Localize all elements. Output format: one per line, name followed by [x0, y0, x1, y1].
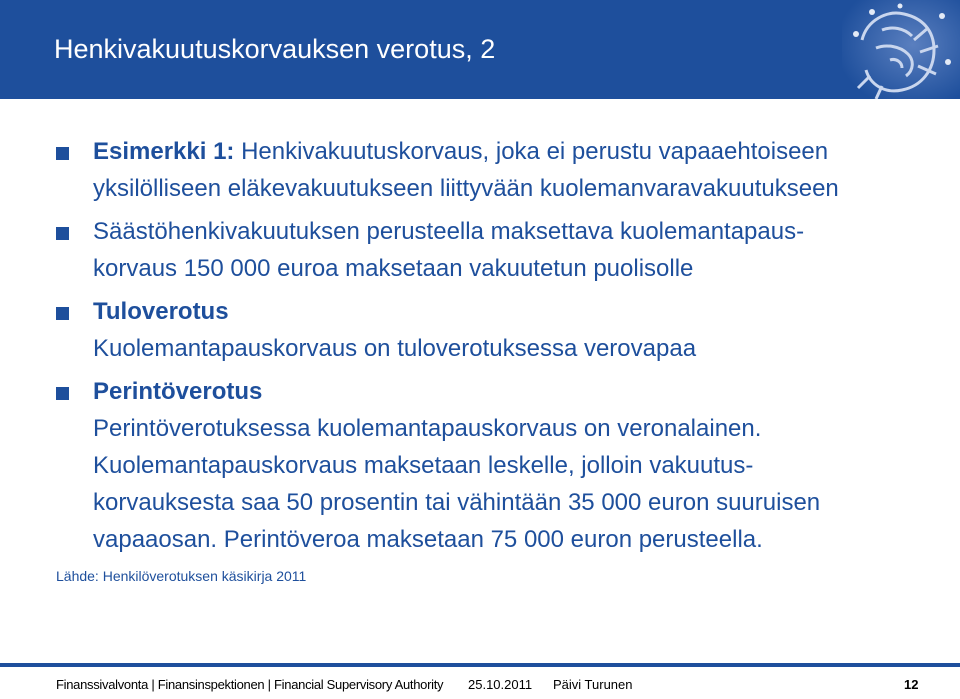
bullet-item: [56, 293, 936, 367]
bullet-line: [93, 250, 936, 287]
footer-organization: Finanssivalvonta | Finansinspektionen | Financial Supervisory Authority: [56, 677, 444, 692]
bullet-text: yksilölliseen eläkevakuutukseen liittyvään kuolemanvaravakuutukseen: [93, 175, 839, 202]
footer-date: 25.10.2011: [468, 677, 533, 692]
bullet-text: Kuolemantapauskorvaus maksetaan leskelle, jolloin vakuutus-: [93, 452, 754, 479]
bullet-line: [93, 330, 936, 367]
bullet-text: Säästöhenkivakuutuksen perusteella maksettava kuolemantapaus-: [93, 218, 805, 245]
source-note: Lähde: Henkilöverotuksen käsikirja 2011: [56, 568, 307, 584]
header-bar: [0, 0, 960, 99]
bullet-line: [93, 133, 936, 170]
square-bullet-icon: [56, 147, 69, 160]
slide-title: Henkivakuutuskorvauksen verotus, 2: [54, 34, 496, 64]
bullet-text: korvaus 150 000 euroa maksetaan vakuutetun puolisolle: [93, 255, 694, 282]
square-bullet-icon: [56, 387, 69, 400]
bullet-text: Henkivakuutuskorvaus, joka ei perustu vapaaehtoiseen: [234, 138, 829, 165]
page-number: 12: [904, 677, 919, 692]
bullet-item: [56, 373, 936, 558]
footer-author: Päivi Turunen: [553, 677, 633, 692]
bullet-line: [93, 410, 936, 447]
bullet-text: Kuolemantapauskorvaus on tuloverotuksessa verovapaa: [93, 335, 697, 362]
bullet-bold-text: Tuloverotus: [93, 298, 229, 325]
bullet-bold-text: Esimerkki 1:: [93, 138, 235, 165]
bullet-line: [93, 293, 936, 330]
bullet-line: [93, 373, 936, 410]
bullet-list: [56, 133, 936, 564]
bullet-item: [56, 133, 936, 207]
bullet-text: vapaaosan. Perintöveroa maksetaan 75 000 euron perusteella.: [93, 526, 763, 553]
bullet-line: [93, 170, 936, 207]
bullet-item: [56, 213, 936, 287]
footer-divider: [0, 663, 960, 667]
bullet-line: [93, 521, 936, 558]
square-bullet-icon: [56, 307, 69, 320]
lion-crest-icon: [842, 0, 960, 99]
bullet-line: [93, 447, 936, 484]
bullet-bold-text: Perintöverotus: [93, 378, 263, 405]
square-bullet-icon: [56, 227, 69, 240]
bullet-text: Perintöverotuksessa kuolemantapauskorvaus on veronalainen.: [93, 415, 762, 442]
bullet-text: korvauksesta saa 50 prosentin tai vähintään 35 000 euron suuruisen: [93, 489, 821, 516]
bullet-line: [93, 213, 936, 250]
bullet-line: [93, 484, 936, 521]
